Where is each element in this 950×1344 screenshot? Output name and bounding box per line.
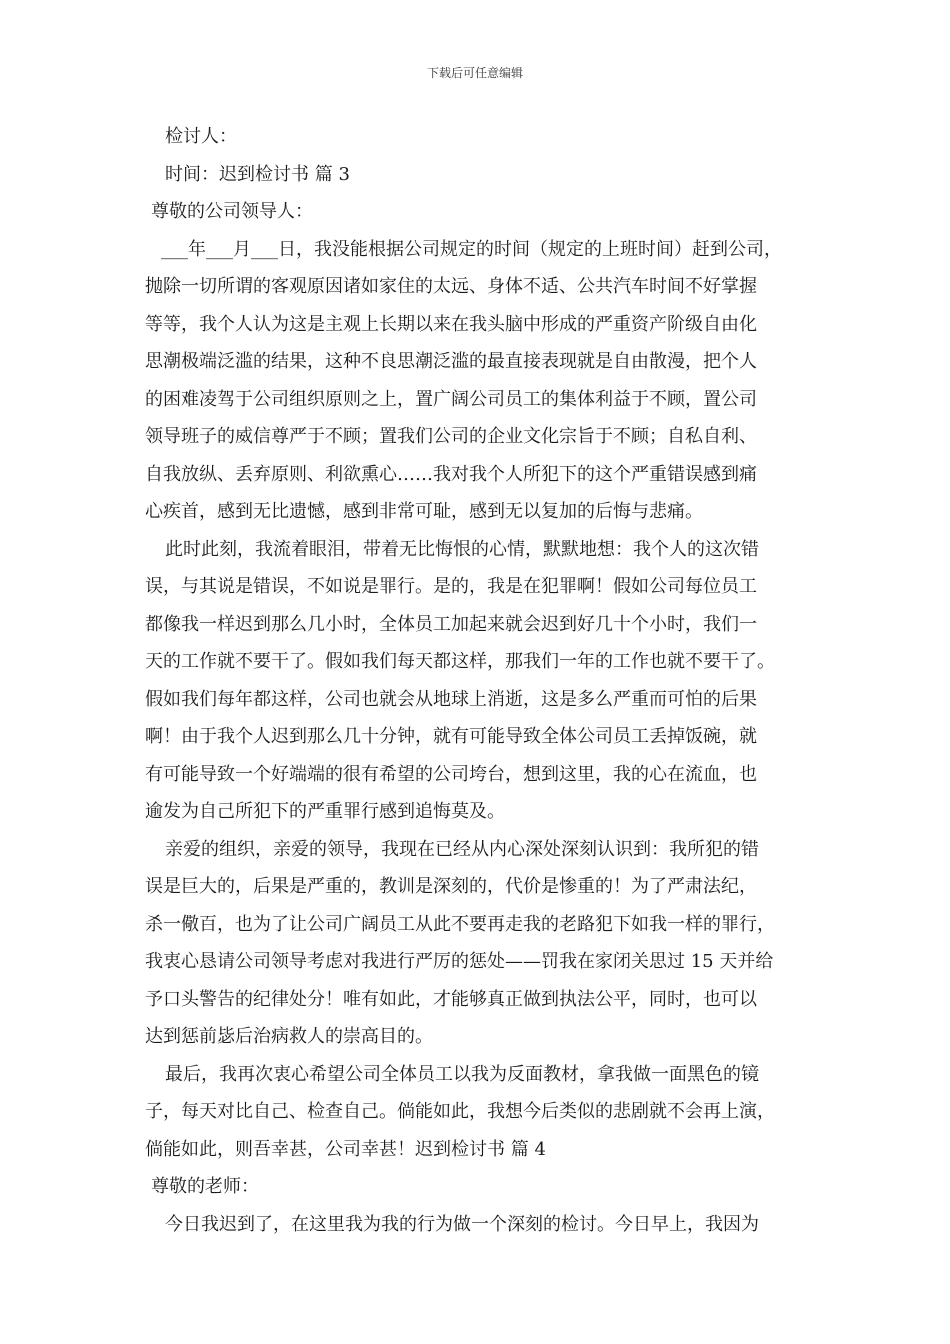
text-line: 此时此刻，我流着眼泪，带着无比悔恨的心情，默默地想：我个人的这次错 [165,538,759,560]
text-line: ___年___月___日，我没能根据公司规定的时间（规定的上班时间）赶到公司， [161,238,782,260]
text-line: 时间：迟到检讨书 篇 3 [165,163,350,185]
text-line: 亲爱的组织，亲爱的领导，我现在已经从内心深处深刻认识到：我所犯的错 [165,838,759,860]
text-line: 假如我们每年都这样，公司也就会从地球上消逝，这是多么严重而可怕的后果 [145,688,757,710]
text-line: 尊敬的公司领导人： [151,201,313,222]
text-line: 自我放纵、丢弃原则、利欲熏心……我对我个人所犯下的这个严重错误感到痛 [145,463,757,485]
text-line: 予口头警告的纪律处分！唯有如此，才能够真正做到执法公平，同时，也可以 [145,988,757,1010]
text-line: 有可能导致一个好端端的很有希望的公司垮台，想到这里，我的心在流血，也 [145,763,757,785]
text-line: 的困难凌驾于公司组织原则之上，置广阔公司员工的集体利益于不顾，置公司 [145,388,757,410]
text-line: 天的工作就不要干了。假如我们每天都这样，那我们一年的工作也就不要干了。 [145,651,775,672]
text-line: 啊！由于我个人迟到那么几十分钟，就有可能导致全体公司员工丢掉饭碗，就 [145,726,757,747]
text-line: 等等，我个人认为这是主观上长期以来在我头脑中形成的严重资产阶级自由化 [145,313,757,335]
text-line: 最后，我再次衷心希望公司全体员工以我为反面教材，拿我做一面黑色的镜 [165,1063,759,1085]
text-line: 领导班子的威信尊严于不顾；置我们公司的企业文化宗旨于不顾；自私自利、 [145,426,757,447]
text-line: 思潮极端泛滥的结果，这种不良思潮泛滥的最直接表现就是自由散漫，把个人 [145,351,757,372]
text-line: 检讨人： [165,126,237,147]
text-line: 心疾首，感到无比遗憾，感到非常可耻，感到无以复加的后悔与悲痛。 [145,501,703,522]
text-line: 误，与其说是错误，不如说是罪行。是的，我是在犯罪啊！假如公司每位员工 [145,576,757,597]
text-line: 倘能如此，则吾幸甚，公司幸甚！迟到检讨书 篇 4 [145,1138,546,1160]
text-line: 误是巨大的，后果是严重的，教训是深刻的，代价是惨重的！为了严肃法纪， [145,876,757,897]
document-body [145,118,825,1243]
text-line: 尊敬的老师： [151,1176,259,1197]
text-line: 逾发为自己所犯下的严重罪行感到追悔莫及。 [145,801,505,822]
text-line: 子，每天对比自己、检查自己。倘能如此，我想今后类似的悲剧就不会再上演， [145,1101,775,1122]
text-line: 抛除一切所谓的客观原因诸如家住的太远、身体不适、公共汽车时间不好掌握 [145,276,757,297]
text-line: 我衷心恳请公司领导考虑对我进行严厉的惩处——罚我在家闭关思过 15 天并给 [145,951,774,972]
text-line: 都像我一样迟到那么几小时，全体员工加起来就会迟到好几十个小时，我们一 [145,613,757,635]
text-line: 杀一儆百，也为了让公司广阔员工从此不要再走我的老路犯下如我一样的罪行， [145,913,775,935]
page-header: 下载后可任意编辑 [426,66,523,80]
text-line: 达到惩前毖后治病救人的崇高目的。 [145,1026,433,1047]
text-line: 今日我迟到了，在这里我为我的行为做一个深刻的检讨。今日早上，我因为 [165,1213,759,1235]
